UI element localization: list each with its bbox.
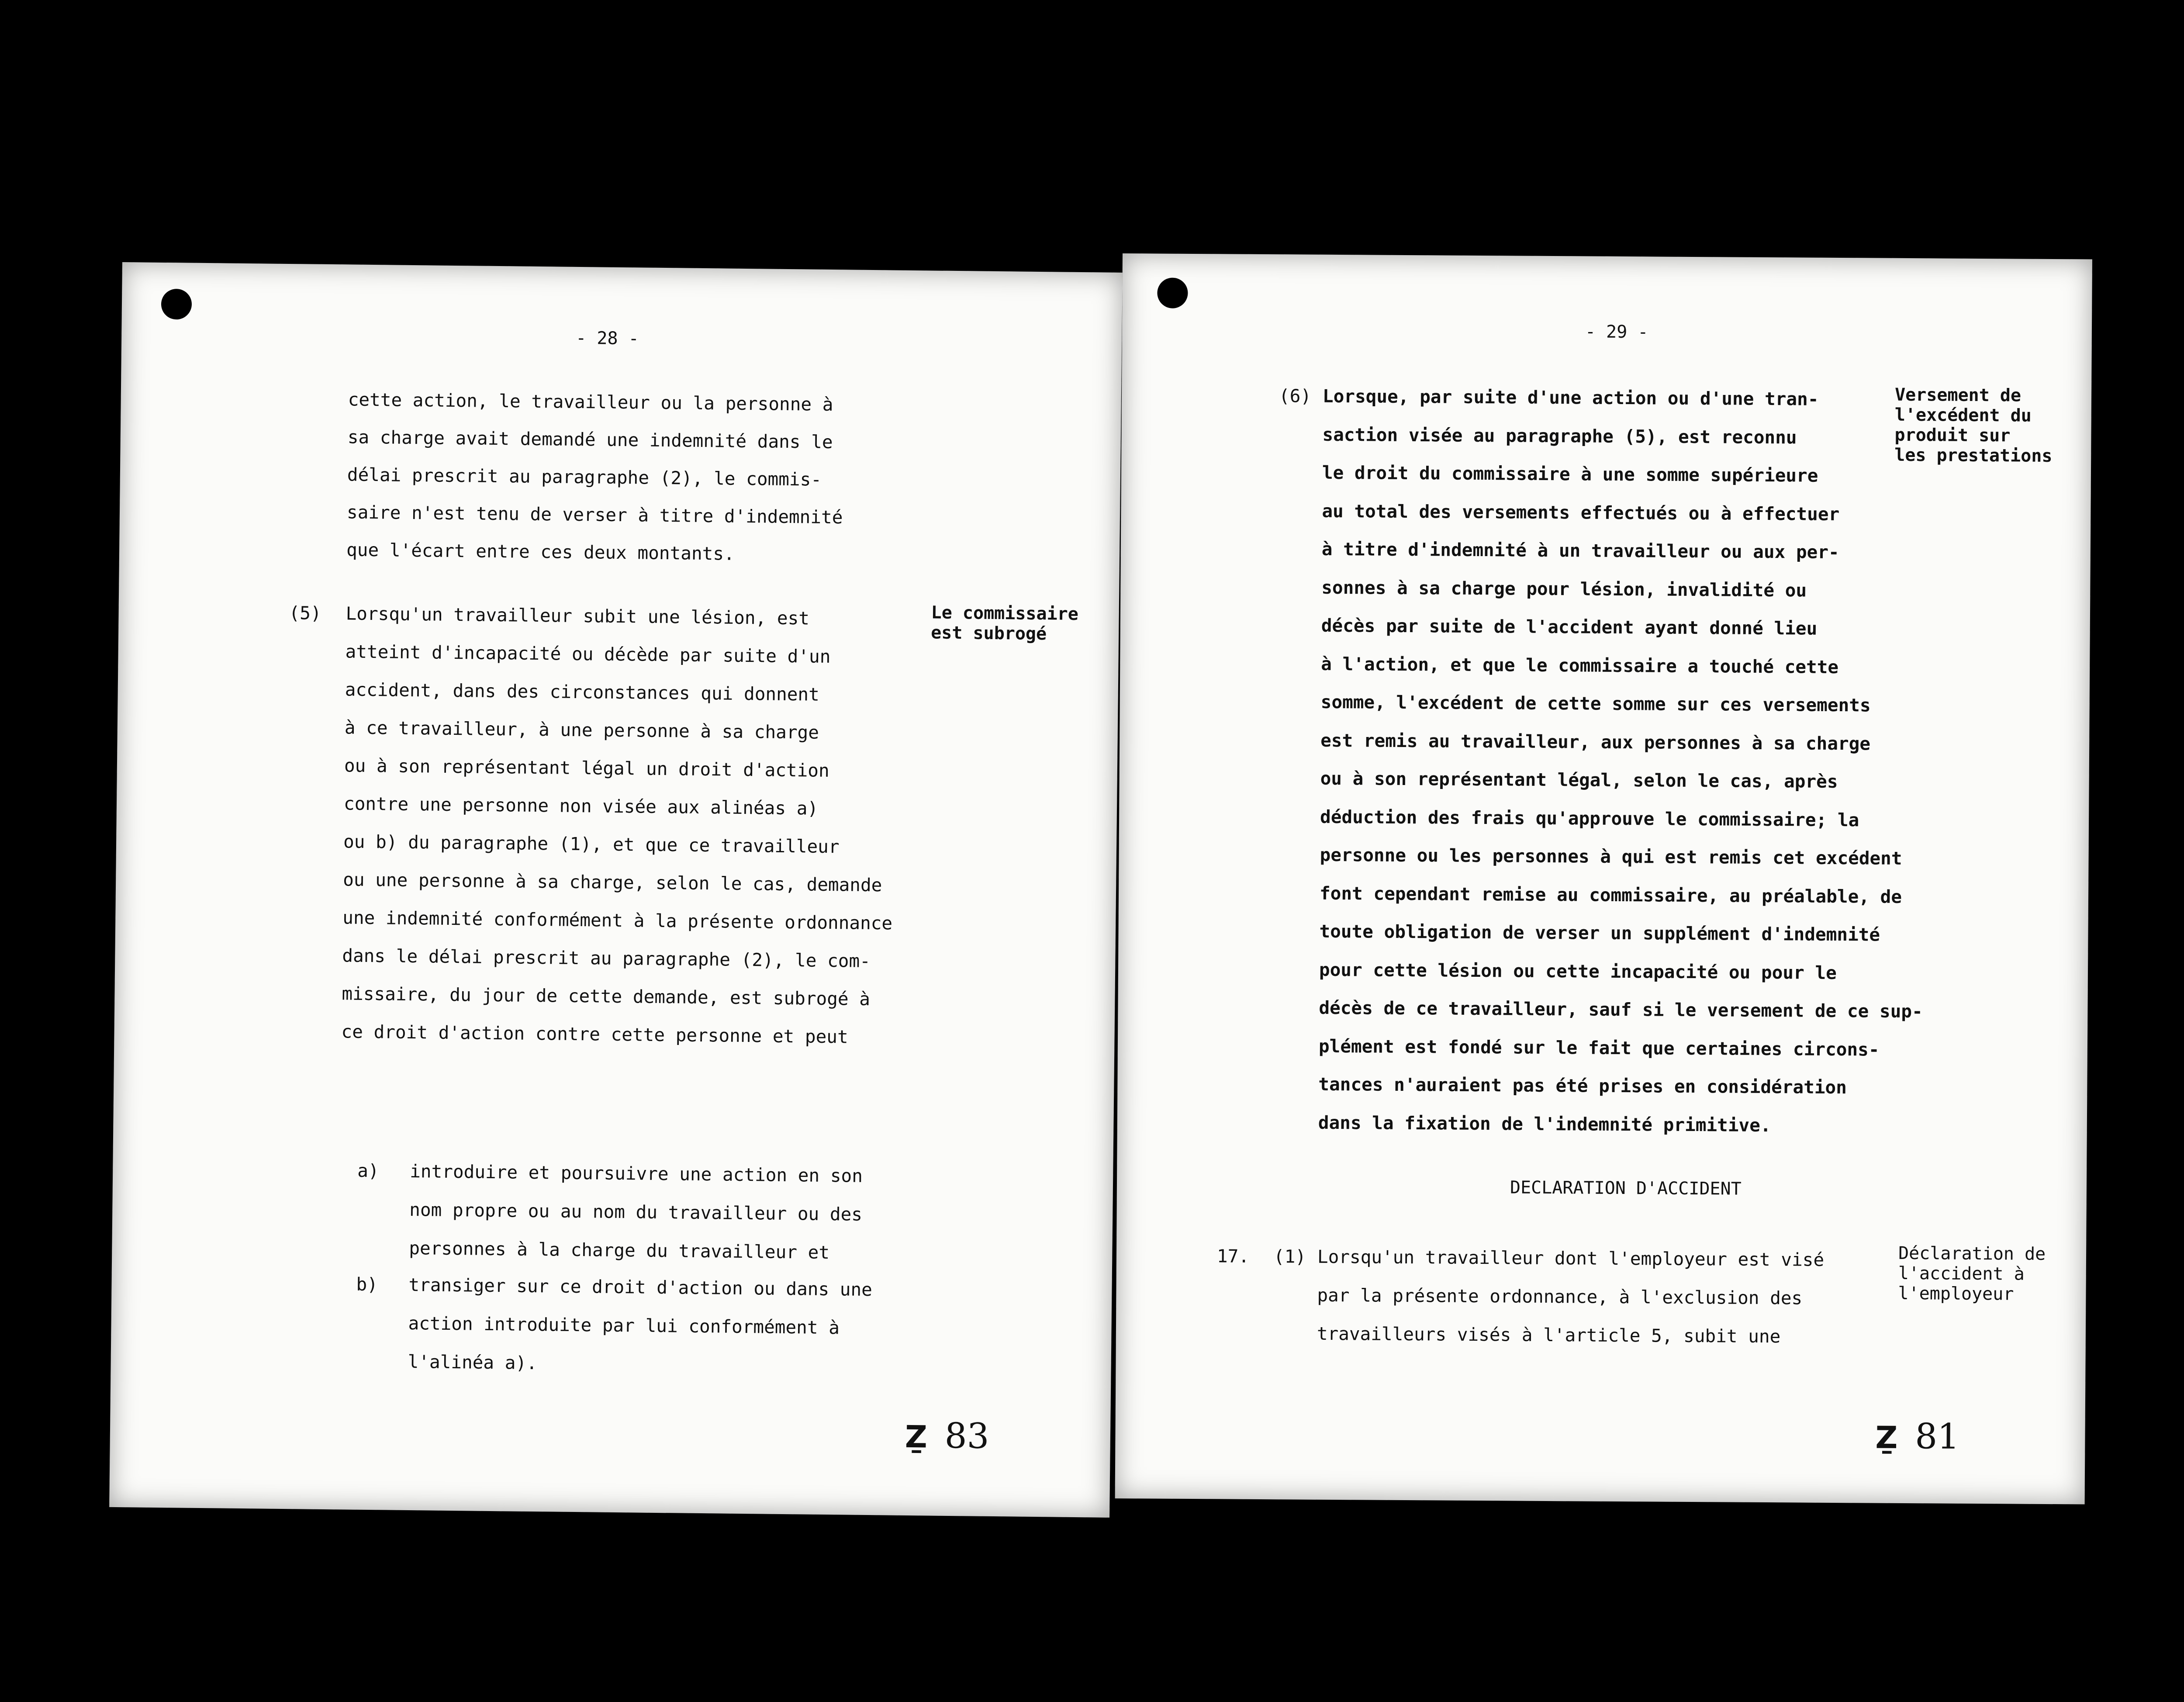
- stamp-number: 83: [944, 1415, 990, 1456]
- text-line: sonnes à sa charge pour lésion, invalidité ou: [1321, 577, 1807, 601]
- text-line: sa charge avait demandé une indemnité dans le: [347, 426, 833, 453]
- margin-note: Le commissaire est subrogé: [930, 602, 1079, 644]
- subparagraph-label: b): [356, 1273, 378, 1295]
- text-line: personne ou les personnes à qui est remis cet excédent: [1320, 844, 1902, 869]
- page-stamp: [1875, 1416, 1959, 1457]
- section-heading: DECLARATION D'ACCIDENT: [1510, 1177, 1742, 1199]
- text-line: action introduite par lui conformément à: [408, 1312, 840, 1339]
- stamp-number: 81: [1914, 1416, 1960, 1457]
- text-line: nom propre ou au nom du travailleur ou des: [409, 1199, 863, 1225]
- paragraph-label: (5): [289, 602, 321, 624]
- text-line: que l'écart entre ces deux montants.: [346, 539, 735, 564]
- text-line: saction visée au paragraphe (5), est reconnu: [1322, 424, 1797, 448]
- stamp-mark-icon: Ẕ: [905, 1418, 928, 1455]
- margin-note: Déclaration de l'accident à l'employeur: [1898, 1243, 2046, 1304]
- text-line: toute obligation de verser un supplément d'indemnité: [1319, 920, 1880, 945]
- text-line: Lorsqu'un travailleur subit une lésion, est: [346, 603, 810, 629]
- text-line: ou une personne à sa charge, selon le cas, demande: [342, 869, 882, 896]
- text-line: personnes à la charge du travailleur et: [409, 1237, 830, 1263]
- text-line: par la présente ordonnance, à l'exclusion des: [1317, 1284, 1803, 1309]
- punch-hole-icon: [161, 289, 192, 320]
- text-line: à ce travailleur, à une personne à sa charge: [344, 717, 819, 743]
- text-line: ou à son représentant légal, selon le cas, après: [1320, 768, 1838, 792]
- right-page: [1115, 253, 2092, 1505]
- text-line: dans le délai prescrit au paragraphe (2), le com-: [342, 945, 871, 972]
- text-line: Lorsqu'un travailleur dont l'employeur est visé: [1317, 1246, 1825, 1270]
- text-line: missaire, du jour de cette demande, est subrogé à: [342, 983, 871, 1010]
- text-line: au total des versements effectués ou à effectuer: [1322, 500, 1840, 525]
- subparagraph-label: a): [357, 1160, 379, 1182]
- text-line: travailleurs visés à l'article 5, subit une: [1317, 1323, 1781, 1347]
- page-number: - 28 -: [575, 328, 639, 349]
- text-line: introduire et poursuivre une action en son: [409, 1161, 863, 1187]
- paragraph-label: (6): [1279, 385, 1312, 407]
- text-line: déduction des frais qu'approuve le commissaire; la: [1320, 806, 1859, 830]
- text-line: transiger sur ce droit d'action ou dans une: [408, 1274, 873, 1301]
- text-line: tances n'auraient pas été prises en considération: [1318, 1073, 1847, 1098]
- article-number: 17.: [1216, 1245, 1250, 1267]
- text-line: le droit du commissaire à une somme supérieure: [1322, 462, 1818, 486]
- text-line: accident, dans des circonstances qui donnent: [345, 679, 820, 705]
- text-line: atteint d'incapacité ou décède par suite d'un: [345, 641, 831, 668]
- text-line: ou à son représentant légal un droit d'action: [344, 755, 829, 782]
- text-line: une indemnité conformément à la présente ordonnance: [342, 907, 893, 934]
- text-line: dans la fixation de l'indemnité primitive.: [1318, 1112, 1771, 1136]
- text-line: à l'action, et que le commissaire a touché cette: [1321, 653, 1839, 678]
- text-line: est remis au travailleur, aux personnes à sa charge: [1320, 730, 1871, 754]
- text-line: l'alinéa a).: [408, 1351, 538, 1374]
- page-stamp: [905, 1415, 989, 1456]
- text-line: plément est fondé sur le fait que certaines circons-: [1318, 1035, 1880, 1060]
- text-line: contre une personne non visée aux alinéas a): [343, 793, 819, 819]
- text-line: pour cette lésion ou cette incapacité ou pour le: [1319, 959, 1837, 983]
- text-line: ce droit d'action contre cette personne et peut: [341, 1021, 848, 1048]
- text-line: délai prescrit au paragraphe (2), le commis-: [347, 464, 822, 490]
- left-page: [109, 262, 1123, 1518]
- text-line: cette action, le travailleur ou la personne à: [348, 389, 833, 415]
- text-line: décès par suite de l'accident ayant donné lieu: [1321, 615, 1818, 639]
- page-number: - 29 -: [1585, 322, 1648, 342]
- punch-hole-icon: [1157, 277, 1188, 308]
- text-line: à titre d'indemnité à un travailleur ou aux per-: [1321, 538, 1839, 563]
- text-line: décès de ce travailleur, sauf si le versement de ce sup-: [1319, 997, 1923, 1022]
- text-line: font cependant remise au commissaire, au préalable, de: [1319, 882, 1902, 907]
- text-line: somme, l'excédent de cette somme sur ces versements: [1320, 691, 1871, 716]
- margin-note: Versement de l'excédent du produit sur les prestations: [1894, 384, 2053, 467]
- stamp-mark-icon: Ẕ: [1875, 1419, 1898, 1456]
- paragraph-label: (1): [1273, 1246, 1306, 1267]
- text-line: saire n'est tenu de verser à titre d'indemnité: [346, 502, 843, 528]
- text-line: ou b) du paragraphe (1), et que ce travailleur: [343, 831, 840, 858]
- text-line: Lorsque, par suite d'une action ou d'une tran-: [1322, 385, 1819, 410]
